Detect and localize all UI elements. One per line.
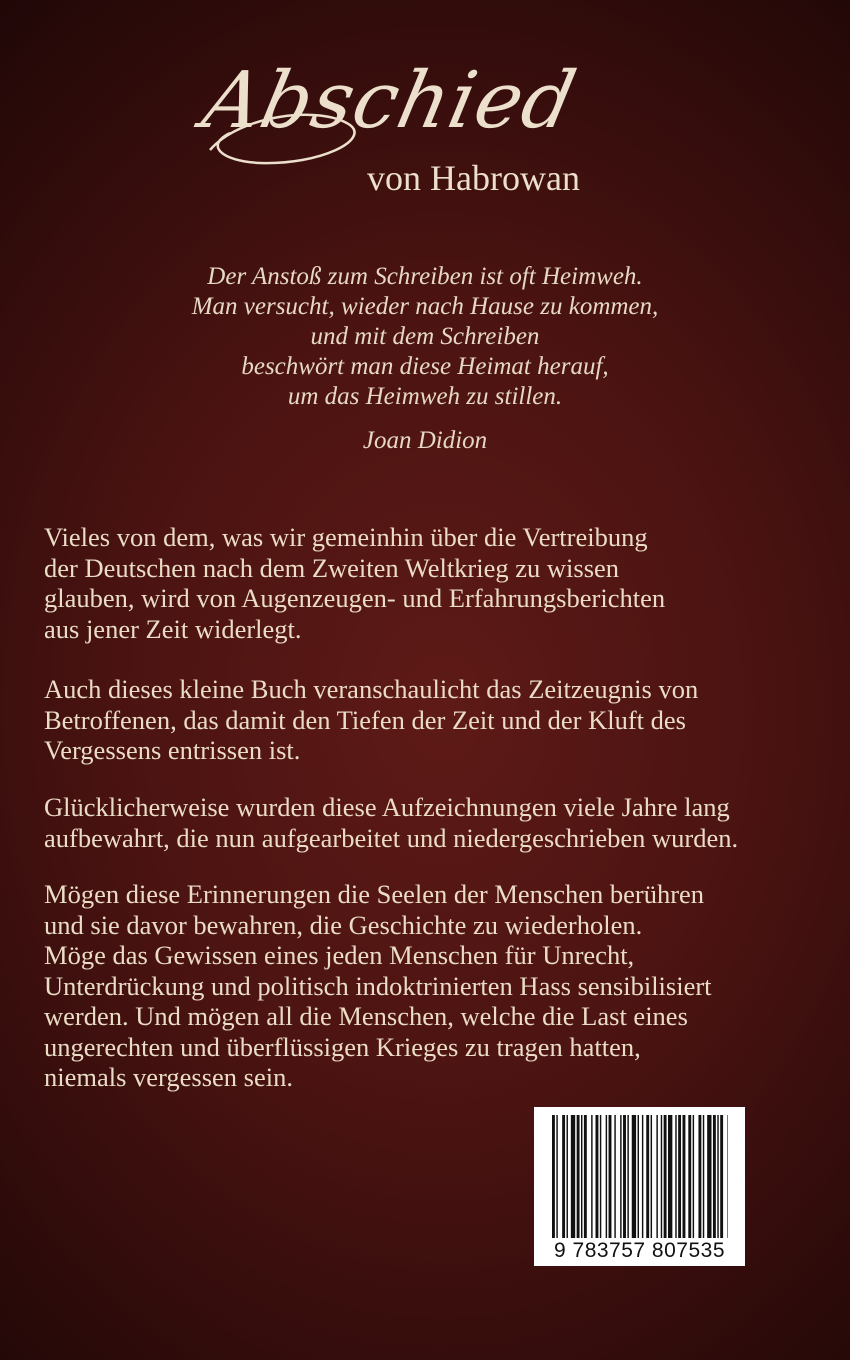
blurb-paragraph-1 — [44, 522, 824, 644]
blurb-line: ungerechten und überflüssigen Krieges zu tragen hatten, — [44, 1031, 641, 1062]
blurb-line: Glücklicherweise wurden diese Aufzeichnungen viele Jahre lang — [44, 792, 730, 822]
blurb-line: Vieles von dem, was wir gemeinhin über die Vertreibung — [44, 522, 648, 552]
quote-line: beschwört man diese Heimat herauf, — [241, 353, 609, 380]
blurb-line: der Deutschen nach dem Zweiten Weltkrieg zu wissen — [44, 552, 620, 583]
isbn-number: 9 783757 807535 — [554, 1239, 725, 1262]
book-title: Abschied — [195, 56, 584, 146]
book-subtitle: von Habrowan — [367, 158, 580, 198]
blurb-line: glauben, wird von Augenzeugen- und Erfahrungsberichten — [44, 583, 666, 613]
quote-author: Joan Didion — [362, 427, 488, 454]
blurb-paragraph-2 — [44, 674, 824, 766]
blurb-line: Betroffenen, das damit den Tiefen der Zeit und der Kluft des — [44, 704, 686, 735]
blurb-line: Mögen diese Erinnerungen die Seelen der Menschen berühren — [44, 879, 705, 909]
blurb-line: Möge das Gewissen eines jeden Menschen für Unrecht, — [44, 940, 635, 970]
blurb-line: aus jener Zeit widerlegt. — [44, 613, 302, 644]
blurb-line: Auch dieses kleine Buch veranschaulicht das Zeitzeugnis von — [44, 674, 699, 704]
barcode-icon — [552, 1115, 728, 1238]
blurb-paragraph-4 — [44, 879, 824, 1093]
quote-line: und mit dem Schreiben — [310, 323, 540, 350]
blurb-line: niemals vergessen sein. — [44, 1062, 293, 1092]
quote-line: um das Heimweh zu stillen. — [287, 383, 563, 410]
quote-line: Man versucht, wieder nach Hause zu kommen, — [191, 293, 659, 320]
blurb-line: Vergessens entrissen ist. — [44, 735, 301, 765]
quote-line: Der Anstoß zum Schreiben ist oft Heimweh. — [207, 263, 643, 290]
blurb-line: aufbewahrt, die nun aufgearbeitet und niedergeschrieben wurden. — [44, 822, 739, 853]
blurb-line: werden. Und mögen all die Menschen, welche die Last eines — [44, 1001, 688, 1031]
epigraph-quote — [0, 262, 850, 412]
isbn-barcode — [534, 1107, 745, 1266]
blurb-line: Unterdrückung und politisch indoktrinierten Hass sensibilisiert — [44, 970, 712, 1001]
blurb-paragraph-3 — [44, 792, 824, 853]
blurb-line: und sie davor bewahren, die Geschichte zu wiederholen. — [44, 909, 643, 940]
